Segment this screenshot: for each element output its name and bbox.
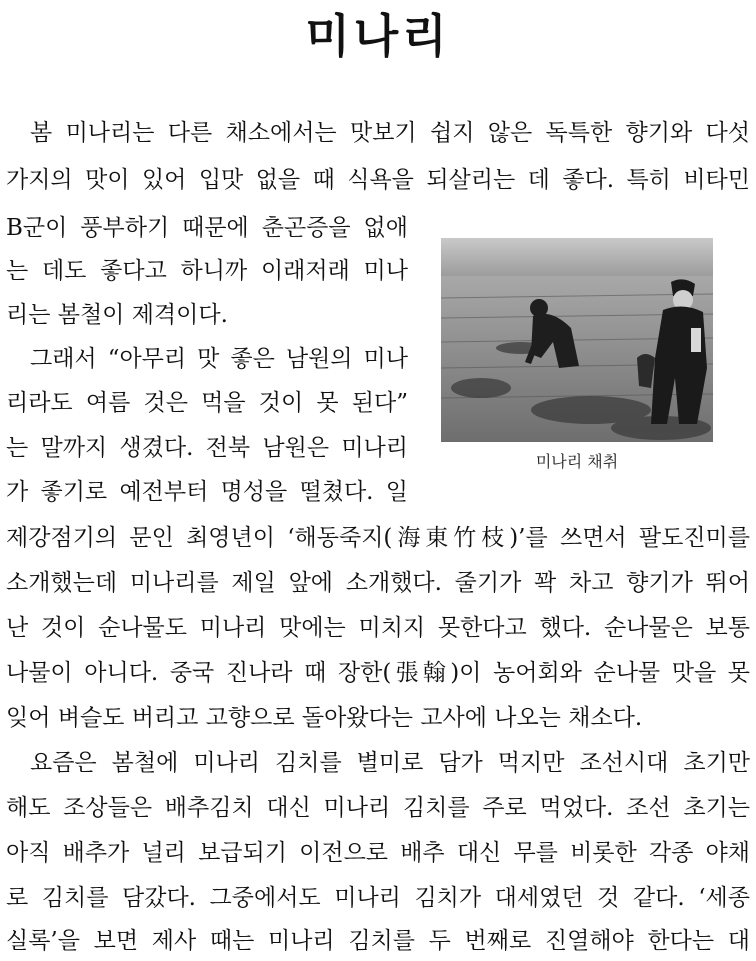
paragraph-1-line-4: 는 데도 좋다고 하니까 이래저래 미나 xyxy=(6,258,408,284)
article-title: 미나리 xyxy=(305,9,451,63)
paragraph-2-line-9: 잊어 벼슬도 버리고 고향으로 돌아왔다는 고사에 나오는 채소다. xyxy=(6,705,643,731)
paragraph-2-line-2: 리라도 여름 것은 먹을 것이 못 된다” xyxy=(6,390,408,416)
paragraph-2-line-6: 소개했는데 미나리를 제일 앞에 소개했다. 줄기가 꽉 차고 향기가 뛰어 xyxy=(6,570,750,596)
paragraph-3-line-5: 실록’을 보면 제사 때는 미나리 김치를 두 번째로 진열해야 한다는 대 xyxy=(6,928,750,954)
paragraph-3-line-3: 아직 배추가 널리 보급되기 이전으로 배추 대신 무를 비롯한 각종 야채 xyxy=(6,840,750,866)
paragraph-3-line-2: 해도 조상들은 배추김치 대신 미나리 김치를 주로 먹었다. 조선 초기는 xyxy=(6,795,750,821)
photo-caption: 미나리 채취 xyxy=(535,452,619,471)
paragraph-1-line-3: B군이 풍부하기 때문에 춘곤증을 없애 xyxy=(6,215,408,241)
paragraph-1-line-1: 봄 미나리는 다른 채소에서는 맛보기 쉽지 않은 독특한 향기와 다섯 xyxy=(30,120,750,146)
paragraph-2-line-1: 그래서 “아무리 맛 좋은 남원의 미나 xyxy=(30,346,408,372)
harvest-photo xyxy=(441,238,713,442)
paragraph-2-line-5: 제강점기의 문인 최영년이 ‘해동죽지(海東竹枝)’를 쓰면서 팔도진미를 xyxy=(6,525,750,551)
harvest-photo-illustration xyxy=(441,238,713,442)
paragraph-2-line-4: 가 좋기로 예전부터 명성을 떨쳤다. 일 xyxy=(6,479,408,505)
paragraph-2-line-8: 나물이 아니다. 중국 진나라 때 장한(張翰)이 농어회와 순나물 맛을 못 xyxy=(6,660,750,686)
paragraph-2-line-7: 난 것이 순나물도 미나리 맛에는 미치지 못한다고 했다. 순나물은 보통 xyxy=(6,615,750,641)
paragraph-1-line-2: 가지의 맛이 있어 입맛 없을 때 식욕을 되살리는 데 좋다. 특히 비타민 xyxy=(6,167,750,193)
paragraph-3-line-4: 로 김치를 담갔다. 그중에서도 미나리 김치가 대세였던 것 같다. ‘세종 xyxy=(6,885,750,911)
paragraph-3-line-1: 요즘은 봄철에 미나리 김치를 별미로 담가 먹지만 조선시대 초기만 xyxy=(30,750,750,776)
paragraph-1-line-5: 리는 봄철이 제격이다. xyxy=(6,302,228,328)
paragraph-2-line-3: 는 말까지 생겼다. 전북 남원은 미나리 xyxy=(6,435,408,461)
